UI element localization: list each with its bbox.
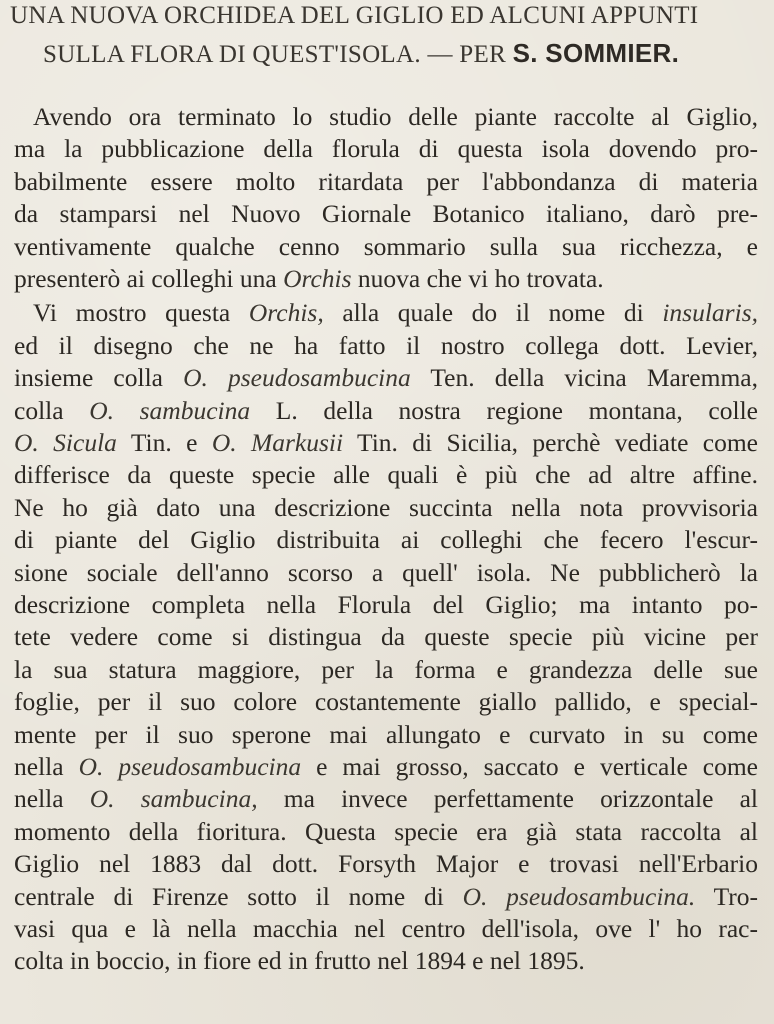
- text-segment: mente per il suo sperone mai allungato e curvato in su come: [14, 719, 758, 749]
- text-segment: di piante del Giglio distribuita ai colleghi che fecero l'escur-: [14, 525, 758, 555]
- text-segment: Ne ho già dato una descrizione succinta nella nota provvisoria: [14, 492, 758, 522]
- text-line: [14, 167, 758, 197]
- text-line: [14, 134, 758, 164]
- text-line: [14, 493, 758, 523]
- text-line: [14, 232, 758, 262]
- text-segment: la sua statura maggiore, per la forma e grandezza delle sue: [14, 654, 758, 684]
- text-line: [33, 298, 758, 328]
- text-segment: colta in boccio, in fiore ed in frutto nel 1894 e nel 1895.: [14, 946, 585, 976]
- text-line: [14, 752, 758, 782]
- text-segment: nella: [14, 784, 90, 814]
- text-segment: Ten. della vicina Maremma,: [410, 363, 758, 393]
- text-segment: ma la pubblicazione della florula di questa isola dovendo pro-: [14, 134, 758, 164]
- text-line: [14, 525, 758, 555]
- text-segment: Vi mostro questa: [33, 298, 249, 328]
- text-segment: differisce da queste specie alle quali è più che ad altre affine.: [14, 460, 758, 490]
- italic-text: Orchis: [283, 264, 352, 293]
- text-line: [14, 622, 758, 652]
- text-segment: Tin. e: [116, 428, 212, 457]
- italic-text: insularis,: [662, 298, 758, 328]
- text-segment: nella: [14, 752, 79, 781]
- text-line: [14, 687, 758, 717]
- text-line: [14, 946, 758, 976]
- text-line: [14, 396, 758, 426]
- text-line: [14, 817, 758, 847]
- text-segment: centrale di Firenze sotto il nome di: [14, 881, 463, 911]
- text-segment: descrizione completa nella Florula del Giglio; ma intanto po-: [14, 590, 758, 619]
- text-line: [14, 882, 758, 912]
- text-line: [14, 363, 758, 393]
- text-line: [33, 102, 758, 132]
- text-segment: insieme colla: [14, 363, 184, 393]
- text-segment: vasi qua e là nella macchia nel centro dell'isola, ove l' ho rac-: [14, 914, 758, 943]
- text-segment: alla quale do il nome di: [323, 298, 663, 328]
- text-segment: Avendo ora terminato lo studio delle piante raccolte al Giglio,: [33, 102, 758, 131]
- text-line: [14, 720, 758, 750]
- text-line: [14, 558, 758, 588]
- italic-text: O. sambucina,: [89, 784, 258, 814]
- text-segment: ed il disegno che ne ha fatto il nostro collega dott. Levier,: [14, 330, 758, 360]
- italic-text: O. pseudosambucina.: [462, 881, 696, 911]
- text-line: [14, 784, 758, 814]
- text-segment: foglie, per il suo colore costantemente giallo pallido, e special-: [14, 687, 758, 717]
- text-segment: colla: [14, 395, 90, 425]
- text-line: [14, 590, 758, 620]
- title-text: SULLA FLORA DI QUEST'ISOLA. — PER: [43, 41, 513, 68]
- text-line: [14, 655, 758, 685]
- author-name: S. SOMMIER.: [512, 38, 680, 68]
- italic-text: O. sambucina: [89, 395, 251, 425]
- text-segment: ma invece perfettamente orizzontale al: [257, 784, 758, 814]
- text-segment: ventivamente qualche cenno sommario sulla sua ricchezza, e: [14, 231, 758, 261]
- text-segment: nuova che vi ho trovata.: [351, 264, 604, 293]
- text-segment: tete vedere come si distingua da queste specie più vicine per: [14, 622, 758, 652]
- text-segment: presenterò ai colleghi una: [14, 264, 284, 293]
- text-segment: L. della nostra regione montana, colle: [250, 395, 758, 425]
- text-line: [14, 264, 758, 294]
- italic-text: O. pseudosambucina: [183, 363, 411, 393]
- article-title-line-1: UNA NUOVA ORCHIDEA DEL GIGLIO ED ALCUNI APPUNTI: [10, 2, 699, 29]
- text-line: [14, 199, 758, 229]
- italic-text: Orchis,: [248, 298, 324, 328]
- text-segment: babilmente essere molto ritardata per l'abbondanza di materia: [14, 166, 758, 196]
- italic-text: O. Sicula: [14, 428, 117, 457]
- text-segment: momento della fioritura. Questa specie era già stata raccolta al: [14, 816, 758, 846]
- italic-text: O. Markusii: [211, 428, 344, 457]
- text-segment: da stamparsi nel Nuovo Giornale Botanico italiano, darò pre-: [14, 199, 758, 229]
- text-line: [14, 428, 758, 458]
- article-title-line-2: [43, 38, 679, 69]
- text-line: [14, 331, 758, 361]
- text-segment: e mai grosso, saccato e verticale come: [301, 752, 758, 781]
- text-segment: Giglio nel 1883 dal dott. Forsyth Major e trovasi nell'Erbario: [14, 849, 758, 879]
- text-segment: Tro-: [695, 881, 759, 911]
- text-line: [14, 460, 758, 490]
- text-segment: sione sociale dell'anno scorso a quell' isola. Ne pubblicherò la: [14, 557, 758, 587]
- italic-text: O. pseudosambucina: [78, 752, 302, 781]
- text-line: [14, 914, 758, 944]
- text-segment: Tin. di Sicilia, perchè vediate come: [343, 428, 758, 457]
- text-line: [14, 849, 758, 879]
